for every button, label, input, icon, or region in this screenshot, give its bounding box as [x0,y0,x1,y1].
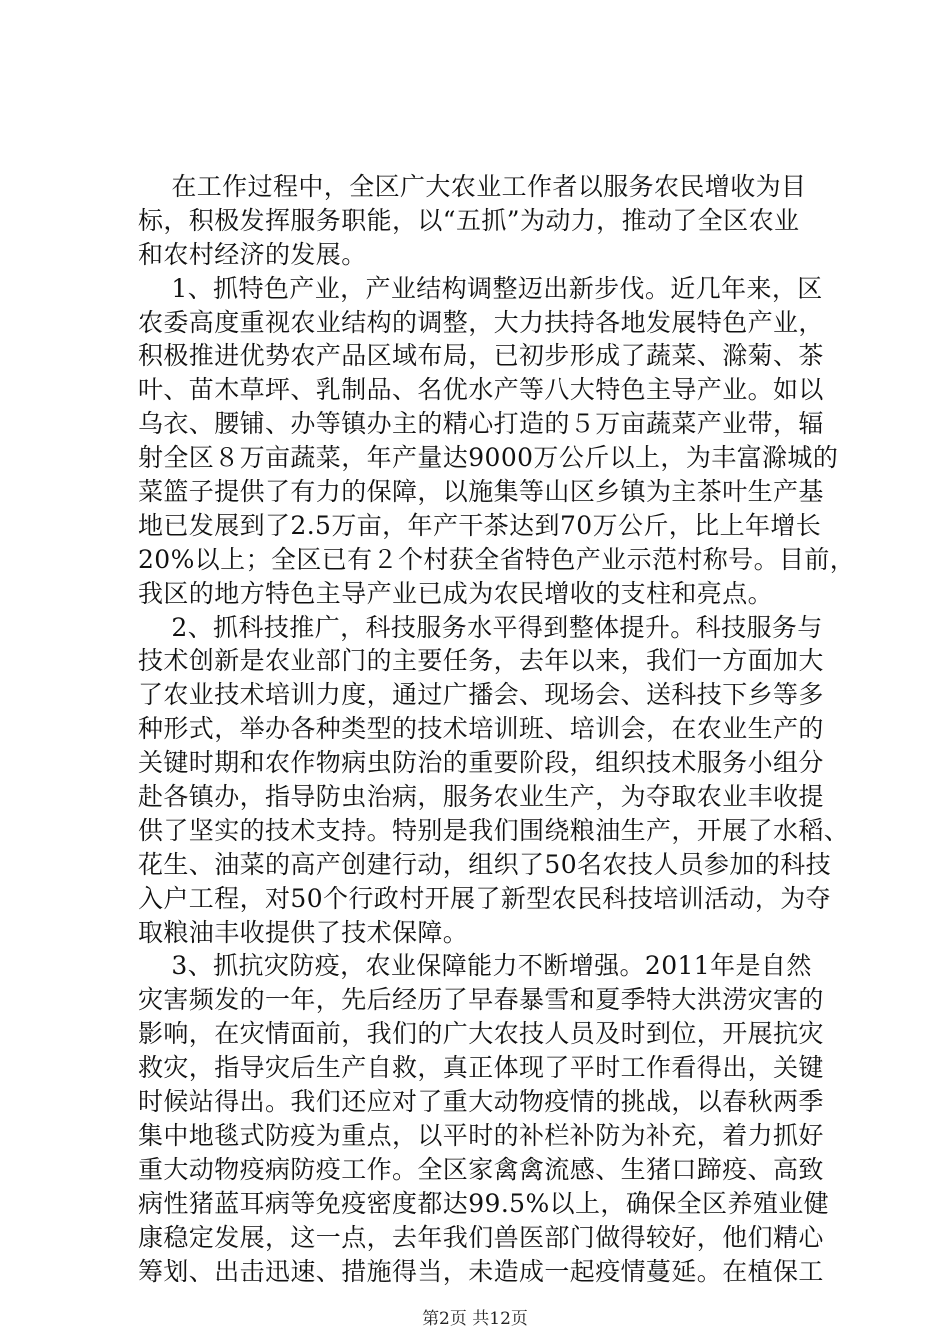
text-line: 灾害频发的一年，先后经历了早春暴雪和夏季特大洪涝灾害的 [138,985,824,1015]
text-line: 赴各镇办，指导防虫治病，服务农业生产，为夺取农业丰收提 [138,782,824,812]
text-line: 救灾，指导灾后生产自救，真正体现了平时工作看得出，关键 [138,1053,824,1083]
text-line: 花生、油菜的高产创建行动，组织了50名农技人员参加的科技 [138,849,832,879]
text-line: 病性猪蓝耳病等免疫密度都达99.5%以上，确保全区养殖业健 [138,1188,830,1218]
text-line: 集中地毯式防疫为重点，以平时的补栏补防为补充，着力抓好 [138,1120,824,1150]
text-line: 重大动物疫病防疫工作。全区家禽禽流感、生猪口蹄疫、高致 [138,1154,824,1184]
text-line: 农委高度重视农业结构的调整，大力扶持各地发展特色产业， [138,307,824,337]
text-line: 入户工程，对50个行政村开展了新型农民科技培训活动，为夺 [138,883,832,913]
text-line: 20%以上；全区已有２个村获全省特色产业示范村称号。目前， [138,544,856,574]
text-line: 乌衣、腰铺、办等镇办主的精心打造的５万亩蔬菜产业带，辐 [138,409,824,439]
text-line: 1、抓特色产业，产业结构调整迈出新步伐。近几年来，区 [138,273,823,303]
text-line: 菜篮子提供了有力的保障，以施集等山区乡镇为主茶叶生产基 [138,477,824,507]
text-line: 技术创新是农业部门的主要任务，去年以来，我们一方面加大 [138,646,824,676]
text-line: 供了坚实的技术支持。特别是我们围绕粮油生产，开展了水稻、 [138,815,850,845]
text-line: 和农村经济的发展。 [138,239,367,269]
text-line: 我区的地方特色主导产业已成为农民增收的支柱和亮点。 [138,578,774,608]
page-footer: 第2页 共12页 [422,1309,528,1329]
text-line: 筹划、出击迅速、措施得当，未造成一起疫情蔓延。在植保工 [138,1256,824,1286]
text-line: 地已发展到了2.5万亩，年产干茶达到70万公斤，比上年增长 [138,510,822,540]
text-line: 康稳定发展，这一点，去年我们兽医部门做得较好，他们精心 [138,1222,824,1252]
body-text [138,170,856,1288]
text-line: 在工作过程中，全区广大农业工作者以服务农民增收为目 [138,172,807,201]
text-line: 3、抓抗灾防疫，农业保障能力不断增强。2011年是自然 [138,951,812,981]
text-line: 关键时期和农作物病虫防治的重要阶段，组织技术服务小组分 [138,748,824,778]
text-line: 影响，在灾情面前，我们的广大农技人员及时到位，开展抗灾 [138,1019,824,1049]
text-line: 取粮油丰收提供了技术保障。 [138,917,469,947]
text-line: 射全区８万亩蔬菜，年产量达9000万公斤以上，为丰富滁城的 [138,443,839,473]
text-line: 了农业技术培训力度，通过广播会、现场会、送科技下乡等多 [138,680,824,710]
text-line: 种形式，举办各种类型的技术培训班、培训会，在农业生产的 [138,714,824,744]
text-line: 2、抓科技推广，科技服务水平得到整体提升。科技服务与 [138,612,823,642]
text-line: 标，积极发挥服务职能，以“五抓”为动力，推动了全区农业 [138,205,800,235]
text-line: 叶、苗木草坪、乳制品、名优水产等八大特色主导产业。如以 [138,375,824,405]
text-line: 时候站得出。我们还应对了重大动物疫情的挑战，以春秋两季 [138,1087,824,1117]
text-line: 积极推进优势农产品区域布局，已初步形成了蔬菜、滁菊、茶 [138,341,824,371]
